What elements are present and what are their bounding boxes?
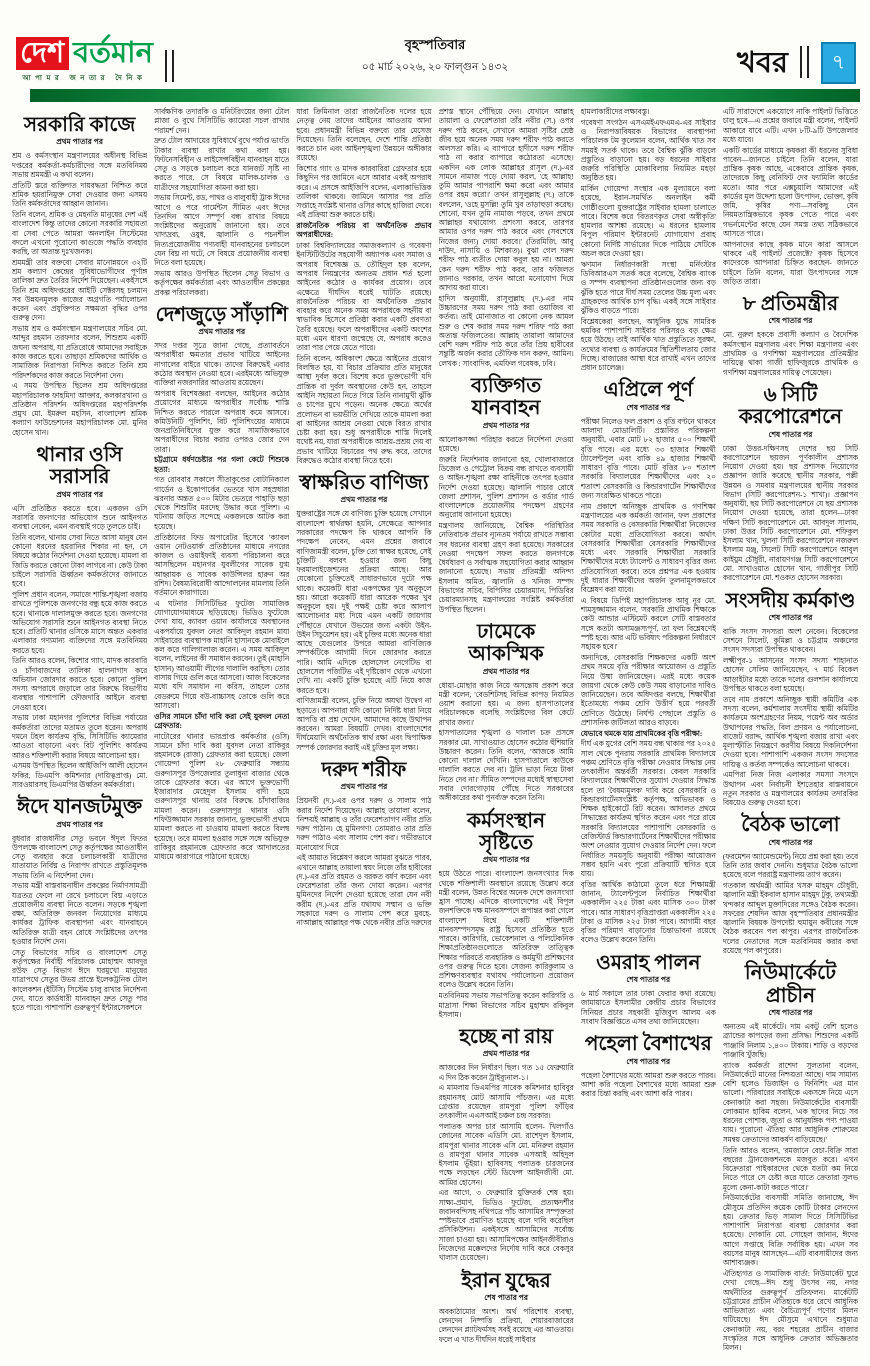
body-paragraph: শ্রমমন্ত্রী তার বক্তব্যে সেবার মানোন্নয়নে ৩২টি শ্রম কল্যাণ কেন্দ্রের সুবিধাভোগীদের পূর্ণাঙ্গ তালিকা দ্রুত তৈরির নির্দেশ দিয়েছেন। একইসঙ্গে তিনি শ্রম অধিদপ্তরের আইটি সেক্টরসহ চলমান সব উন্নয়নমূলক কাজের অগ্রগতি পর্যালোচনা করেন এবং প্রযুক্তিগত সক্ষমতা বৃদ্ধির ওপর গুরুত্ব দেন। [12, 257, 148, 323]
body-paragraph: ধোয়া-মোছার কাজ নিয়ে অসন্তোষ প্রকাশ করে মন্ত্রী বলেন, 'বেডশিটসহ বিভিন্ন কাপড় নিয়মিত ওয়াশ করানো হয়। এ জন্য হাসপাতালের পরিচালককে বলেছি সংশ্লিষ্টদের বিল কেটে রাখার জন্য।' [438, 680, 574, 727]
body-paragraph: অন্যদিকে, বেসরকারি শিক্ষকদের একটি অংশ প্রথম সময়ে বৃত্তি পরীক্ষার আয়োজন ও প্রস্তুতি নিয়ে উষ্মা জানিয়েছেন। এরই মধ্যে কয়েক জায়গা থেকে কেউ কেউ সময় বাড়ানোর দাবিও জানিয়েছেন। তবে অধিদপ্তর বলছে, শিক্ষার্থীরা ইতোমধ্যে পঞ্চম শ্রেণি উত্তীর্ণ হয়ে পরবর্তী শ্রেণিতে উঠেছে। নির্ঘণ্ট পেছালে প্রস্তুতি ও প্রশাসনিক জটিলতা আরও বাড়বে। [580, 652, 716, 727]
continued-from-label: শেষ পাতার পর [768, 429, 813, 439]
article-headline: দরুদ শরীফ [321, 758, 407, 781]
body-paragraph: পরীক্ষা নিলেও ফল প্রকাশ ও বৃত্তি বণ্টনে থাকবে আলাদা মোডালিটি। প্রস্তাবিত পরিকল্পনা অনুযায়ী, এবার মোট ৮২ হাজার ৫০০ শিক্ষার্থী বৃত্তি পাবে। এর মধ্যে ৩৩ হাজার শিক্ষার্থী ট্যালেন্টপুল এবং বাকি ৪৯ হাজার শিক্ষার্থী সাধারণ বৃত্তি পাবে। মোট বৃত্তির ৮০ শতাংশ সরকারি বিদ্যালয়ের শিক্ষার্থীদের এবং ২০ শতাংশ বেসরকারি ও কিন্ডারগার্টেন শিক্ষার্থীদের জন্য সংরক্ষিত থাকতে পারে। [580, 416, 716, 500]
article-headline: সংসদীয় কর্মকাণ্ড [725, 589, 856, 612]
body-paragraph: আজকের দিন নির্ধারণ ছিল। গত ১৫ ফেব্রুয়ারি এ দিন ঠিক করেন ট্রাইব্যুনাল-১। [438, 1063, 574, 1082]
inline-subheading: রাজনৈতিক পরিচয় বা অর্থনৈতিক প্রভাব অপরাধীদের: [296, 221, 432, 240]
inline-subheading: যেভাবে থমকে যায় প্রাথমিকের বৃত্তি পরীক্ষা: [580, 728, 703, 738]
continued-from-label: প্রথম পাতার পর [340, 782, 388, 792]
body-paragraph: প্রতিষ্ঠানের ফিড অপারেটর হিসেবে 'ক্যাবল ওয়ান নেটওয়ার্ক' প্রতিষ্ঠানের মাধ্যমে নগরের কাজল ও ওয়াইফাই ব্যবসা পরিচালনা করে আসছিলেন মহানগর যুবলীগের সাবেক যুগ্ম আহ্বায়ক ও সাবেক কাউন্সিলর হারুন অর রশিদ। বৈষম্যবিরোধী আন্দোলনের মামলায় তিনি বর্তমানে কারাগারে। [154, 532, 290, 598]
body-paragraph: একটি কার্ডের মাধ্যমে কৃষকরা কী ধরনের সুবিধা পাবেন—জানতে চাইলে তিনি বলেন, যারা প্রান্তিক কৃষক আছে, একেবারে প্রান্তিক কৃষক, তাদেরকে কিছু বেনিফিট দেব ফ্যামিলি কার্ডের মতো। আর পরে এক্সচুয়ালি আমাদের এই কার্ডের মূল উদ্দেশ্য হলো উৎপাদন, ভোক্তা, কৃষি জমি, কৃষির পণ্য—সবকিছু যেন নিয়মতান্ত্রিকভাবে কৃষক পেতে পারে এবং গভর্নমেন্টের কাছে যেন সমস্ত তথ্য সঠিকভাবে আসতে পারে। [722, 145, 859, 238]
article-headline: সরকারি কাজে [23, 114, 136, 136]
body-paragraph: এ ঘটনার সিসিটিভির ফুটেজ সামাজিক যোগাযোগমাধ্যমে ছড়িয়েছে। ভিডিও ফুটেজে দেখা যায়, ক্যাবল ওয়ান কার্যালয়ে অবস্থানের একপর্যায়ে যুবদল নেতা আকিদুল রহমান মাযা সাইবারের ব্যবস্থাপক মাহানি হাসানকে মোবাইলে কল করে গালিগালাজ করেন। এ সময় আকিদুল বলেন, লাইনের কী সমাধান করবেন। তুই (মাহানি হাসান) আওয়ামী লীগের দালালি করছিস। তোর বাসায় গিয়ে গুলি করে আসবো। আজ বিকেলের মধ্যে যদি সমাধান না করিস, তাহলে তোর বেডরুমে গিয়ে বউ-বাচ্চাসহ তোকে গুলি করে আসবো। [154, 598, 290, 710]
continued-from-label: শেষ পাতার পর [626, 975, 671, 985]
article-headline: কর্মসংস্থান সৃষ্টিতে [467, 809, 546, 854]
columns [0, 102, 870, 1355]
body-paragraph: যারা ক্রিমিনাল তারা রাজনৈতিক দলের হয়ে নেতৃত্ব নেয় তাদের আইনের আওতায় আনা হবে। প্রধানমন্ত্রী বিভিন্ন বক্তব্যে তার মেসেজ দিয়েছেন। তিনি বলেছেন, দেশে শান্তি প্রতিষ্ঠা করতে চান এবং আইনশৃঙ্খলা উন্নয়নে অঙ্গীকার রয়েছে। [296, 107, 432, 163]
article-headline: বৈঠক ভালো [741, 814, 840, 837]
body-paragraph: নিউমার্কেটের ব্যবসায়ী সমিতি জানাচ্ছে, ঈদ মৌসুমে প্রতিদিন কয়েক কোটি টাকার লেনদেন হয়। ক্রেতার ভিড় সামাল দিতে সিসিটিভির পাশাপাশি নিরাপত্তা ব্যবস্থা জোরদার করা হয়েছে। দোকানি মো. সোহেল জানান, ঈদের আগে সপ্তাহে বিক্রি সর্বাধিক হয়। এখন সব বয়সের মানুষ আসছেন—এটি ব্যবসায়ীদের জন্য আশাব্যঞ্জক। [722, 1193, 859, 1268]
body-paragraph: এমপিরা নিজ নিজ এলাকার সমস্যা সংসদে উত্থাপন এবং নির্বাচনী ইশতেহার বাস্তবায়নে নতুন সরকার ও মন্ত্রণালয়ের কার্যক্রম তদারকির বিষয়েও গুরুত্ব দেওয়া হবে। [722, 770, 859, 808]
continued-from-label: প্রথম পাতার পর [56, 137, 103, 147]
body-paragraph: ঢাকা বিশ্ববিদ্যালয়ের সমাজকল্যাণ ও গবেষণা ইনস্টিটিউটের সহযোগী অধ্যাপক এবং সমাজ ও অপরাধ বিশেষজ্ঞ ড. তৌহিদুল হক বলেন, অপরাধ নিয়ন্ত্রণের অন্যতম প্রধান শর্ত হলো আইনের কঠোর ও কার্যকর প্রয়োগ। তবে এক্ষেত্রে দীর্ঘদিন ধরেই ঘাটতি রয়েছে। রাজনৈতিক পরিচয় বা অর্থনৈতিক প্রভাব ব্যবহার করে অনেক সময় অপরাধকে সহনীয় বা স্বাভাবিক হিসেবে প্রতিষ্ঠা করার একটি প্রবণতা তৈরি হয়েছে। ফলে অপরাধীদের একটি অংশের মধ্যে এমন ধারণা জন্মেছে যে, অপরাধ করেও তারা পার পেয়ে যেতে পারে। [296, 241, 432, 353]
body-paragraph: পহেলা বৈশাখের মধ্যে আমরা শুরু করতে পারব। আশা করি পহেলা বৈশাখের মধ্যে আমরা শুরু করার চিন্তা করছি এবং আশা করি পারব। [580, 1070, 716, 1099]
continued-from-label: প্রথম পাতার পর [56, 489, 103, 499]
article-headline: ইরান যুদ্ধের [461, 1269, 551, 1292]
inline-subheading: চট্টগ্রামে ধর্ষণচেষ্টার পর গলা কেটে শিশুকে হত্যা: [154, 455, 290, 474]
body-paragraph: পুলিশ প্রধান বলেন, সমাজে শান্তি-শৃঙ্খলা বজায় রাখতে পুলিশকে জনগণের বন্ধু হয়ে কাজ করতে হবে। থানাকে দালালমুক্ত করতে হবে। জনগণের অভিযোগ সরাসরি শুনে আইনগত ব্যবস্থা নিতে হবে। প্রতিটি থানার ওসিকে মাসে অন্তত একবার এলাকার গণ্যমান্য ব্যক্তিদের সঙ্গে মতবিনিময় করতে হবে। [12, 590, 148, 655]
body-paragraph: মন্ত্রণালয় জানিয়েছে, বৈশ্বিক পরিস্থিতির নেতিবাচক প্রভাব ন্যূনতম পর্যায়ে রাখতে সম্ভাব্য সব ধরনের ব্যবস্থা গ্রহণ করা হয়েছে। সরকারের নেওয়া পদক্ষেপ সফল করতে জনগণকে ধৈর্যধারণ ও সর্বাত্মক সহযোগিতা করার আহ্বান জানানো হয়েছে। সভায় প্রতিমন্ত্রী অনিন্দ্য ইসলাম অমিত, জ্বালানি ও খনিজ সম্পদ বিভাগের সচিব, বিপিসির চেয়ারম্যান, পিডিবির চেয়ারম্যানসহ মন্ত্রণালয়ের সংশ্লিষ্ট কর্মকর্তারা উপস্থিত ছিলেন। [438, 521, 574, 614]
continued-from-label: প্রথম পাতার পর [482, 855, 530, 865]
article-headline: ঢামেকে আকস্মিক [468, 620, 544, 666]
article-headline: ৮ প্রতিমন্ত্রীর [742, 293, 839, 316]
article-headline: ওমরাহ পালন [596, 951, 701, 974]
body-paragraph: ব্যাংক কর্মকর্তা রাশেদা সুলতানা বলেন, নিউমার্কেটে মানের নিশ্চয়তা আছে। দাম সামান্য বেশি হলেও ডিজাইন ও ফিনিশিং এর মান ভালো। পরিবারের সবাইকে একসঙ্গে নিয়ে এসে কেনাকাটা করা সহজ। নিউমার্কেটের ব্যবসায়ী লোকমান হাকিম বলেন, 'এক ছাদের নিচে সব ধরনের পোশাক, জুতা ও আনুষঙ্গিক পণ্য পাওয়া যায়। পুরোনো ঐতিহ্য আর আধুনিক শোরুমের সমন্বয় ক্রেতাদের আকর্ষণ বাড়িয়েছে।' [722, 1060, 859, 1144]
body-paragraph: অপরাধ বিশেষজ্ঞরা বলছেন, আইনের কঠোর প্রয়োগের মাধ্যমে অপরাধীর সর্বোচ্চ শাস্তি নিশ্চিত করতে পারলে অপরাধ কমে আসবে। কমিউনিটি পুলিশিং, বিট পুলিশিংয়ের মাধ্যমে জনপ্রতিনিধিদের যুক্ত করে সামাজিকভাবে অপরাধীদের বিচার করার ওপরও জোর দেন তারা। [154, 389, 290, 454]
body-paragraph: গত রোববার সকালে সীতাকুণ্ডের বোটানিক্যাল গার্ডেন ও ইকোপার্কের ভেতরে খাস সহস্রধারা ঝরনার অন্তত ৫০০ মিটার ভেতরে পাহাড়ি ছড়া থেকে শিশুটির মরদেহ উদ্ধার করে পুলিশ। এ ঘটনায় জড়িত সন্দেহে একজনকে আটক করা হয়েছে। [154, 475, 290, 531]
body-paragraph: তবে নাম প্রকাশে অনিচ্ছুক স্থায়ী কমিটির এক সদস্য বলেন, কর্মশালায় সংসদীয় স্থায়ী কমিটির কার্যক্রমে অংশগ্রহণের নিয়ম, পয়েন্ট অব অর্ডার উত্থাপনের পদ্ধতি, বিল প্রণয়ন ও পর্যালোচনা, বাজেট বরাদ্দ, আর্থিক শৃঙ্খলা বজায় রাখা এবং মূল্যস্ফীতি নিয়ন্ত্রণে করণীয় বিষয়ে দিকনির্দেশনা দেওয়া হবে। পাশাপাশি একজন সংসদ সদস্যের দায়িত্ব ও কর্তব্য সম্পর্কেও আলোচনা থাকবে। [722, 694, 859, 769]
body-paragraph: নাটোরের থানার ভারপ্রাপ্ত কর্মকর্তার (ওসি) সামনে চাঁদা দাবি করা যুবদল নেতা রাকিবুর রহমানকে (রাজা) গ্রেফতার করা হয়েছে। জেলা গোয়েন্দা পুলিশ ২৮ ফেব্রুয়ারি সন্ধ্যায় গুরুদাসপুর উপজেলার তুলাধুনা বাজার থেকে তাকে গ্রেফতার করে। এর আগে ভুক্তভোগী ইজারাদার মেহেদুল ইসলাম বাদী হয়ে গুরুদাসপুর থানায় তার বিরুদ্ধে চাঁদাবাজির মামলা করেন। গুরুদাসপুর থানার ওসি শফিউজ্জামান সরকার জানান, ভুক্তভোগী প্রথমে মামলা করতে না চাওয়ায় মামলা করতে বিলম্ব হয়েছে। তবে মামলা হওয়ার সঙ্গে সঙ্গে অভিযুক্ত রাকিবুর রহমানকে গ্রেফতার করে আদালতের মাধ্যমে কারাগারে পাঠানো হয়েছে। [154, 731, 290, 862]
weekday-label: বৃহস্পতিবার [404, 37, 466, 52]
article-headline: দেশজুড়ে সাঁড়াশি [155, 303, 288, 326]
body-paragraph: সার্বক্ষণিক তদারকি ও মনিটরিংয়ের জন্য টোল প্লাজা ও বুথে সিসিটিভি ক্যামেরা সচল রাখার পরামর্শ দেন। [154, 107, 290, 135]
body-paragraph: প্রশস্ত স্থানে পৌঁছিয়ে দেন। যেখানে আল্লাহ তায়ালা ও ফেরেশতারা তাঁর নবীর (স.) ওপর দরুদ পাঠ করেন, সেখানে আমরা সৃষ্টির শ্রেষ্ঠ জীব হয়ে অনেক সময় দরুদ শরীফ পাঠ করতে অলসতা করি। এ ব্যাপারে হাদীসে দরুদ শরীফ পাঠ না করার ব্যাপারে কঠোরতা এসেছে। একদিন এক লোক আল্লাহর রাসূল (দ.)-এর সামনে নামাজ পড়ে দোয়া করল, 'হে আল্লাহ! তুমি আমার পাপরাশি ক্ষমা করো এবং আমার ওপর রহম করো।' তখন রাসূলুল্লাহ (দ.) তাকে বললেন, 'ওহে মুসল্লি! তুমি খুব তাড়াহুড়া করেছ। শোনো, যখন তুমি নামাজ পড়বে, তখন প্রথমে আল্লাহর যথাযোগ্য প্রশংসা করবে, তারপর আমার ওপর দরুদ পাঠ করবে এবং (সবশেষে নিজের জন্য) দোয়া করবে।' (তিরমিজি, আবু দাউদ, নাসায়ি ও মিশকাত)। বুঝা গেল দরুদ শরীফ পাঠ ব্যতীত দোয়া কবুল হয় না। আমরা কেন দরুদ শরীফ পাঠ করব, তার ফজিলত জানাও দরকার, তখন আরো মনোযোগ দিয়ে আদায় করা যাবে। [438, 107, 574, 293]
body-paragraph: তিনি বলেন, শ্রমিক ও মেহনতি মানুষের দেশ এই বাংলাদেশ কিন্তু তাদের কোনো সরকারি সহায়তা বা সেবা পেতে আমরা অনলাইন সিস্টেমের বদলে এখনো পুরোনো কাগুজে পদ্ধতি ব্যবহার করছি, তা অত্যন্ত দুঃখজনক। [12, 209, 148, 257]
body-paragraph: অবকাঠামোর অংশ। অর্থ পরিশোধ ব্যবস্থা, লেনদেন নিষ্পত্তি প্রক্রিয়া, শেয়ারবাজারের লেনদেন প্ল্যাটফর্মসহ সবই রয়েছে এর আওতায়। ফলে এ খাত দীর্ঘদিন ধরেই সাইবার [438, 1306, 574, 1344]
body-paragraph: ঢাকা উত্তর-দক্ষিণসহ দেশের ছয় সিটি করপোরেশনে ছয়জন পূর্ণকালীন প্রশাসক নিয়োগ দেওয়া হয়। ছয় প্রশাসক নিয়োগের প্রজ্ঞাপন জারি করেছে স্থানীয় সরকার, পল্লী উন্নয়ন ও সমবায় মন্ত্রণালয়ের স্থানীয় সরকার বিভাগ (সিটি করপোরেশন-১ শাখা)। প্রজ্ঞাপন অনুযায়ী, ছয় সিটি করপোরেশনে যে ছয় প্রশাসক নিয়োগ দেওয়া হয়েছে, তারা হলেন—ঢাকা দক্ষিণ সিটি করপোরেশনে মো. আবদুল সালাম, ঢাকা উত্তর সিটি করপোরেশনে মো. শফিকুল ইসলাম খান, খুলনা সিটি করপোরেশনে নজরুল ইসলাম মঞ্জু, সিলেট সিটি করপোরেশনে আবুল কাইয়ুম চৌধুরী, নারায়ণগঞ্জ সিটি করপোরেশনে মো. সাখাওয়াত হোসেন খান, গাজীপুর সিটি করপোরেশনে মো. শওকত হোসেন সরকার। [722, 443, 859, 583]
continued-from-label: শেষ পাতার পর [768, 316, 813, 326]
green-gradient-bar [30, 89, 860, 102]
article-headline: এপ্রিলে পূর্ণ [603, 379, 694, 402]
body-paragraph: হামলাকারীদের লক্ষ্যবস্তু। [580, 107, 650, 116]
section-title: খবর [736, 46, 788, 79]
continued-from-label: প্রথম পাতার পর [482, 666, 530, 676]
body-paragraph: এটি সারাদেশে একযোগে নাকি পাইলট ভিত্তিতে চালু হবে—এ প্রশ্নের জবাবে মন্ত্রী বলেন, পাইলট আকারে যাবে এটি। এখন ৮টি-৯টি উপজেলার মধ্যে যাবে। [722, 107, 859, 144]
body-paragraph: সভায় শ্রম ও কর্মসংস্থান মন্ত্রণালয়ের সচিব মো. আব্দুর রহমান তরফদার বলেন, শিশুশ্রম একটি জঘন্য অপরাধ, যা প্রতিরোধে আমাদের সবাইকে কাজ করতে হবে। তাছাড়া শ্রমিকদের আর্থিক ও সামাজিক নিরাপত্তা নিশ্চিত করতে তিনি শ্রম পরিদর্শকদের কাজ করতে নির্দেশনা দেন। [12, 324, 148, 380]
body-paragraph: (ফরমেশন অ্যামেন্ডমেন্ট) নিয়ে প্রশ্ন করা হয়। তবে তিনি তার জবাব দেননি। শুধুমাত্র বৈঠক ভালো হয়েছে বলে পররাষ্ট্র মন্ত্রণালয় ত্যাগ করেন। [722, 851, 859, 880]
article-headline: থানার ওসি সরাসরি [36, 443, 123, 489]
masthead [0, 0, 870, 86]
body-paragraph: লক্ষ্মীপুর-১ আসনের সংসদ সদস্য শাহানাত হোসেন সেলিম জানিয়েছেন, ৭ মার্চ বিকেল আড়াইটার মধ্যে তাকে দলের গুলশান কার্যালয়ে উপস্থিত থাকতে বলা হয়েছে। [722, 656, 859, 694]
continued-from-label: প্রথম পাতার পর [482, 420, 530, 430]
body-paragraph: সভায় ঢাকা মহানগর পুলিশের বিভিন্ন পর্যায়ের কর্মকর্তারা তাদের মতামত তুলে ধরেন। অপরাধ দমনে টহল কার্যক্রম বৃদ্ধি, সিসিটিভি ক্যামেরার আওতা বাড়ানো এবং বিট পুলিশিং কার্যক্রম আরও শক্তিশালী করার বিষয়ে আলোচনা হয়। [12, 713, 148, 760]
column-2 [154, 107, 289, 1355]
column-6 [723, 107, 858, 1355]
body-paragraph: কিশোর গ্যাং ও মাদক কারবারিরা গ্রেফতার হয়ে কিছুদিন পর জামিনে এসে আবার একই অপরাধ করে। এ প্রসঙ্গে আইজিপি বলেন, এলাকাভিত্তিক তালিকা থাকবে। জামিনে আসার পর প্রতি সপ্তাহে সংশ্লিষ্ট থানার ওসির কাছে হাজিরা দেবে। এই প্রক্রিয়া শুরু করতে চাই। [296, 164, 432, 220]
divider-bars-icon [165, 50, 174, 82]
newspaper-logo [16, 37, 184, 84]
logo-bortoman: বর্তমান [73, 36, 153, 69]
column-3 [296, 107, 431, 1355]
body-paragraph: সভায় সিমেন্ট, রড, পাথর ও বালুবাহী ট্রাক ঈদের আগে ও পরে গার্মেন্টস সীমিত এবং ঈদের তিনদিন আগে সম্পূর্ণ বন্ধ রাখার বিষয়ে সংশ্লিষ্টদের অনুরোধ জানানো হয়। তবে খাদ্যদ্রব্য, ওষুধ, জ্বালানি ও পচনশীল নিত্যপ্রয়োজনীয় পণ্যবাহী যানবাহনের চলাচলে যেন বিঘ্ন না ঘটে, সে বিষয়ে প্রয়োজনীয় ব্যবস্থা নিতে বলা হয়েছে। [154, 193, 290, 268]
body-paragraph: তিনি বলেন, অধিকাংশ ক্ষেত্রে আইনের প্রয়োগ বিলম্বিত হয়, যা বিচার প্রক্রিয়ার প্রতি মানুষের আস্থা দুর্বল করে। বিশেষ করে ভুক্তভোগী যদি প্রান্তিক বা দুর্বল অবস্থানের কেউ হন, তাহলে আইনি সহায়তা নিতে গিয়ে তিনি নানামুখী ঝুঁকি ও চাপের মুখে পড়েন। অনেক ক্ষেত্রে অর্থের প্রলোভন বা ভয়ভীতি দেখিয়ে তাকে মামলা করা বা আইনের আশ্রয় নেওয়া থেকে বিরত রাখার চেষ্টা করা হয়। শুধু অপরাধীকে শাস্তি দিলেই যথেষ্ট নয়, যারা অপরাধীকে আশ্রয়-প্রশ্রয় দেয় বা প্রভাব খাটিয়ে বিচারের পথ রুদ্ধ করে, তাদের বিরুদ্ধেও কঠোর ব্যবস্থা নিতে হবে। [296, 353, 432, 465]
body-paragraph: শ্রম ও কর্মসংস্থান মন্ত্রণালয়ের অধীনস্থ বিভিন্ন দপ্তরের কর্মকর্তা-কর্মচারীদের সঙ্গে মতবিনিময় সভায় শ্রমমন্ত্রী এ কথা বলেন। [12, 151, 148, 179]
body-paragraph: বিশ্লেষকেরা বলছেন, আধুনিক যুদ্ধে সামরিক হুমকির পাশাপাশি সাইবার পরিসরও বড় ক্ষেত্র হয়ে উঠছে। তাই আর্থিক খাত প্রস্তুতিতে সুরক্ষা, তথ্যের ব্যবস্থা ও কার্যক্রমের স্থিতিশীলতায় জোর দিচ্ছে। বাজারের আস্থা ধরে রাখাই এখন তাদের প্রধান চ্যালেঞ্জ। [580, 316, 716, 373]
continued-from-label: শেষ পাতার পর [626, 402, 671, 412]
body-paragraph: গবেষণা সংগঠন এসএমইএফএমএ-এর সাইবার ও নিরাপত্তাবিষয়ক বিভাগের ব্যবস্থাপনা পরিচালক টম কুলেমান বলেন, আর্থিক খাত সব সময়ই সতর্ক থাকে। তবে বৈশ্বিক ঝুঁকি বাড়লে প্রস্তুতিও বাড়ানো হয়। বড় ধরনের সাইবার জরুরি পরিস্থিতি মোকাবিলায় নিয়মিত মহড়া অনুষ্ঠিত হয়। [580, 117, 716, 183]
continued-from-label: শেষ পাতার পর [768, 837, 813, 847]
inline-subheading: ওসির সামনে চাঁদা দাবি করা সেই যুবদল নেতা গ্রেফতার: [154, 711, 290, 730]
body-paragraph: মতবিনিময় সভায় সভাপতিত্ব করেন কারিগরি ও মাদ্রাসা শিক্ষা বিভাগের সচিব মুহাম্মদ রকিবুল ইসলাম। [438, 991, 574, 1019]
continued-from-label: শেষ পাতার পর [626, 1056, 671, 1066]
continued-from-label: শেষ পাতার পর [768, 1008, 813, 1018]
body-paragraph: দ্রুত টোল আদায়ের সুবিধার্থে বুথে পর্যাপ্ত ভাংতি টাকার ব্যবস্থা রাখার কথা বলা হয়। ফিটনেসবিহীন ও লাইসেন্সবিহীন যানবাহন যাতে সেতু ও সড়কে চলাচল করে যানজট সৃষ্টি না করতে পারে, সে বিষয়ে মালিক-চালক ও যাত্রীদের সহযোগিতা কামনা করা হয়। [154, 136, 290, 192]
body-paragraph: বৃত্তির আর্থিক কাঠামো তুলে ধরে শিক্ষামন্ত্রী জানান, ট্যালেন্টপুলে নির্বাচিত শিক্ষার্থীরা এককালীন ২২৫ টাকা এবং মাসিক ৩০০ টাকা পাবে। আর সাধারণ বৃত্তিপ্রাপ্তরা এককালীন ২২৫ টাকা ও মাসিক ২২৫ টাকা পাবে। আগামী বছর বৃত্তির পরিমাণ বাড়ানোর চিন্তাভাবনা রয়েছে বলেও উল্লেখ করেন তিনি। [580, 879, 716, 945]
body-paragraph: সভায় আরও উপস্থিত ছিলেন সেতু বিভাগ ও কর্তৃপক্ষের কর্মকর্তারা এবং আওতাধীন প্রকল্পের প্রকল্প পরিচালকরা। [154, 269, 290, 297]
article-headline: স্বাক্ষরিত বাণিজ্য [299, 472, 429, 495]
body-paragraph: সেতু বিভাগের সচিব ও বাংলাদেশ সেতু কর্তৃপক্ষের নির্বাহী পরিচালক মোহাম্মদ আবদুর রউফ সেতু বিভাগ ঈদে ঘরমুখো মানুষের যাত্রাপথে সেতুর উভয় প্রান্তে ইলেকট্রনিক টোল কালেকশন (ইটিসি) সিস্টেম চালু রাখার নির্দেশনা দেন, যাতে কার্ডধারী যানবাহন দ্রুত সেতু পার হতে পারে। পাশাপাশি গুরুত্বপূর্ণ ইন্টারসেকশনে [12, 947, 148, 1013]
body-paragraph: তিনি বলেন, থানায় সেবা নিতে আসা মানুষ যেন কোনো ধরনের হয়রানির শিকার না হন, সে বিষয়ে কঠোর নির্দেশনা দেওয়া হয়েছে। মামলা বা জিডি করতে কোনো টাকা লাগবে না। কেউ টাকা চাইলে সরাসরি ঊর্ধ্বতন কর্মকর্তাদের জানাতে হবে। [12, 532, 148, 589]
article-headline: হচ্ছে না রায় [459, 1026, 553, 1049]
body-paragraph: ঐতিহ্যগত ও সামাজিক বার্তা: নিউমার্কেট ঘুরে দেখা গেছে—ঈদ শুধু উৎসব নয়, নগর অর্থনীতির গুরুত্বপূর্ণ প্রতিফলন। মার্কেটটি চট্টগ্রামের প্রাচীন ঐতিহ্যকে ধরে রেখে আধুনিক আভিজাত্য এবং বৈচিত্র্যপূর্ণ পণ্যের মিলন ঘটিয়েছে। ঈদ মৌসুমে এখানে শুধুমাত্র কেনাকাটা নয়, বরং শহরের প্রাচীন বাজার সংস্কৃতির সঙ্গে আধুনিক ক্রেতার অভিজ্ঞতার মিলন। [722, 1268, 859, 1353]
body-paragraph: এ সময় উপস্থিত ছিলেন শ্রম অধিদপ্তরের মহাপরিচালক ফাহমিদা আক্তার, কলকারখানা ও প্রতিষ্ঠান পরিদর্শন অধিদপ্তরের মহাপরিদর্শক প্রমুখ মো. ইমরুল মহসিন, বাংলাদেশ শ্রমিক কল্যাণ ফাউন্ডেশনের মহাপরিচালক মো. মুনির হোসেন খান। [12, 381, 148, 437]
body-paragraph: বাণিজ্যমন্ত্রী বলেন, চুক্তি নিয়ে অযথা উদ্বেগ না ছড়াতে। আপনারা যদি কোনো নির্দিষ্ট ধারা নিয়ে আপত্তি বা প্রশ্ন দেখেন, আমাদের কাছে উত্থাপন করবেন। আমরা বিষয়টি দেখব। বাংলাদেশের দীর্ঘমেয়াদি অর্থনৈতিক স্বার্থ রক্ষা এবং দ্বিপাক্ষিক সম্পর্ক জোরদার করাই এই চুক্তির মূল লক্ষ্য। [296, 696, 432, 752]
article-headline: ৬ সিটি করপোরেশনে [738, 383, 843, 429]
body-paragraph: এর আগে, ৩ ফেব্রুয়ারি যুক্তিতর্ক শেষ হয়। সাক্ষ্য-প্রমাণ, ভিডিও ফুটেজ, প্রত্যক্ষদর্শীর জবানবন্দিসহ নথিপত্রে পাঁচ আসামির সম্পৃক্ততা স্পষ্টভাবে প্রমাণিত হয়েছে বলে দাবি করেছিল প্রসিকিউশন। একইসঙ্গে আসামিদের সর্বোচ্চ সাজা চাওয়া হয়। আসামিপক্ষের আইনজীবীরাও নিজেদের মক্কেলদের নির্দোষ দাবি করে বেকসুর খালাস চেয়েছেন। [438, 1188, 574, 1263]
continued-from-label: শেষ পাতার পর [484, 1292, 528, 1302]
continued-from-label: প্রথম পাতার পর [482, 1049, 530, 1059]
body-paragraph: সভায় মন্ত্রী বাস্তবায়নাধীন প্রকল্পের নির্মাণসামগ্রী যত্রতত্র ফেলে না রেখে চলাচলে বিঘ্ন এড়াতে প্রয়োজনীয় ব্যবস্থা নিতে বলেন। সড়কে শৃঙ্খলা রক্ষা, অতিরিক্ত জনবল নিয়োগের মাধ্যমে কার্যকর ট্রাফিক ব্যবস্থাপনা এবং যানবাহনে অতিরিক্ত যাত্রী বহন রোধে সংশ্লিষ্টদের তৎপর হওয়ার নির্দেশ দেন। [12, 881, 148, 946]
body-paragraph: এই আয়াত বিশ্লেষণ করলে আমরা বুঝতে পারব, এখানে আল্লাহ তায়ালা স্বয়ং নিজে তাঁর হাবীবের (দ.)-এর প্রতি রহমত ও বরকত বর্ষণ করেন এবং ফেরেশতারা তাঁর জন্য দোয়া করেন। এরপর মুমিনদের নির্দেশ দেওয়া হয়েছে তারা যেন নবী করীম (দ.)-এর প্রতি যথাযথ সম্মান ও ভক্তি সহকারে দরুদ ও সালাম পেশ করে মুবহে-নাআল্লাহ আল্লাহর পক্ষ থেকে নবীর প্রতি দরুদের [296, 853, 432, 928]
logo-desh: দেশ [16, 37, 69, 70]
body-paragraph: মার্কিন গোয়েন্দা সংস্থার এক মূল্যায়নে বলা হয়েছে, ইরান-সমর্থিত অনলাইন কর্মী গোষ্ঠীগুলো যুক্তরাষ্ট্রের সাইবার হামলা চালাতে পারে। বিশেষ করে 'বিতরণকৃত সেবা অস্বীকৃতি' হামলার আশঙ্কা রয়েছে। এ ধরনের হামলায় বিপুল পরিমাণ ইন্টারনেট যোগাযোগ প্রবাহ কোনো নির্দিষ্ট সার্ভারের দিকে পাঠিয়ে সেটিকে অচল করে দেওয়া হয়। [580, 184, 716, 258]
page-number-badge: ৭ [821, 42, 856, 84]
date-label: ০৫ মার্চ ২০২৬, ২০ ফাল্গুন ১৪৩২ [361, 62, 509, 73]
date-block [362, 36, 508, 77]
body-paragraph: সদর দপ্তর সূত্রে জানা গেছে, প্রত্যাবর্তনে অপরাধীরা ক্ষমতার প্রভাব খাটিয়ে আইনের নাগালের বাইরে থাকে। তাদের বিরুদ্ধেই এবার কঠোর অবস্থান নেওয়া হবে। এরইমধ্যে অভিযুক্ত ব্যক্তিরা নজরদারির আওতায় রয়েছেন। [154, 341, 290, 388]
body-paragraph: এ বিষয়ে ডিপিই মহাপরিচালক আবু নূর মো. শামসুজ্জামান বলেন, 'সরকারি প্রাথমিক শিক্ষাকে কেউ আন্ডার এস্টিমেট করলে সেটি বাস্তবতার সঙ্গে কতটা অসামঞ্জস্যপূর্ণ, তা ফল বিশ্লেষণেই স্পষ্ট হবে। আর এটি ভবিষ্যৎ পরিকল্পনা নির্ধারণে সহায়ক হবে।' [580, 595, 716, 652]
body-paragraph: হাদিস অনুযায়ী, রাসূলুল্লাহ (দ.)-এর নাম উচ্চারণের সময় দরুদ পাঠ করা ওয়াজিব বা কর্তব্য। তাই মোনাজাত বা কোনো নেক আমল শুরু ও শেষ করার সময় দরুদ শরিফ পাঠ করা অত্যন্ত ফজিলতের। আল্লাহ তায়ালা আমাদের বেশি দরুদ শরীফ পাঠ করে তাঁর প্রিয় হাবীবের সন্তুষ্টি অর্জন করার তৌফিক দান করুন, আমিন। লেখক : সাংবাদিক, এমফিল গবেষক, ঢবি। [438, 293, 574, 368]
column-1 [12, 107, 147, 1355]
body-paragraph: জরুরি নির্দেশনায় জানানো হয়, খোলাবাজারে ডিজেল ও পেট্রোল বিক্রয় বন্ধ রাখতে ব্যবসায়ী ও আইন-শৃঙ্খলা রক্ষা বাহিনীকে তৎপর হওয়ার নির্দেশ দেওয়া হয়েছে। জ্বালানি পাচার রোধে জেলা প্রশাসন, পুলিশ প্রশাসন ও বর্ডার গার্ড বাংলাদেশকে প্রয়োজনীয় পদক্ষেপ গ্রহণের অনুরোধ জানানো হয়েছে। [438, 454, 574, 520]
body-paragraph: তিনি আরও বলেন, 'রমজানে বেচা-বিক্রি সারা বছরের ট্রানজেকশনকে মজবুত করে। এখন বিক্রেতারা পাইকারদের থেকে যতটা কম নিয়ে নিতে পারে সে চেষ্টা করে যাতে ক্রেতারা সুলভ মূল্যে কেনা-কাটা করতে পারে।' [722, 1145, 859, 1192]
body-paragraph: এ মামলায় ডিএমপির সাবেক কমিশনার হাবিবুর রহমানসহ মোট আসামি পাঁচজন। এর মধ্যে গ্রেপ্তার রয়েছেন রামপুরা পুলিশ ফাঁড়ির তৎকালীন এএসআই চঞ্চল চন্দ্র সরকার। [438, 1083, 574, 1121]
divider-bars-icon [800, 46, 809, 78]
body-paragraph: নাম প্রকাশে অনিচ্ছুক প্রাথমিক ও গণশিক্ষা মন্ত্রণালয়ের এক কর্মকর্তা জানান, ফল প্রকাশের সময় সরকারি ও বেসরকারি শিক্ষার্থীরা নিজেদের কোটার মধ্যে প্রতিযোগিতা করবে। অর্থাৎ বেসরকারি শিক্ষার্থীরা বেসরকারি শিক্ষার্থীদের মধ্যে এবং সরকারি শিক্ষার্থীরা সরকারি শিক্ষার্থীদের মধ্যে ট্যালেন্ট ও সাধারণ বৃত্তির জন্য প্রতিযোগিতা করবে। তবে প্রশ্নপত্র এক হওয়ায় দুই ধারার শিক্ষার্থীদের অর্জন তুলনামূলকভাবে বিশ্লেষণ করা যাবে। [580, 501, 716, 595]
column-4 [439, 107, 574, 1355]
body-paragraph: প্রতিটি স্তরে ব্যক্তিগত দায়বদ্ধতা নিশ্চিত করে শ্রমিক হয়রানিমুক্ত সেবা দেওয়ার জন্য এসময় তিনি কর্মকর্তাদের আহ্বান জানান। [12, 180, 148, 209]
article-headline: পহেলা বৈশাখের [584, 1033, 712, 1056]
body-paragraph: তিনি আরও বলেন, কিশোর গ্যাং, মাদক কারবারি ও চাঁদাবাজদের তালিকা হালনাগাদ করে অভিযান জোরদার করতে হবে। কোনো পুলিশ সদস্য অপরাধে জড়ালে তার বিরুদ্ধে বিভাগীয় ব্যবস্থার পাশাপাশি ফৌজদারি আইনে ব্যবস্থা নেওয়া হবে। [12, 656, 148, 712]
continued-from-label: প্রথম পাতার পর [340, 495, 388, 505]
body-paragraph: ঋণমান নির্ধারণকারী সংস্থা মর্নিংস্টার ডিবিআরএস সতর্ক করে বলেছে, বৈশ্বিক ব্যাংক ও সম্পদ ব্যবস্থাপনা প্রতিষ্ঠানগুলোর জন্য বড় ঝুঁকি হতে পারে দীর্ঘ সময় তেলের উচ্চ মূল্য এবং গ্রাহকদের আর্থিক চাপ বৃদ্ধি। একই সঙ্গে সাইবার ঝুঁকিও বাড়তে পারে। [580, 259, 716, 316]
body-paragraph: হয়ে উঠতে পারে। বাংলাদেশ জনসংখ্যার দিক থেকে শক্তিশালী অবস্থানে রয়েছে উল্লেখ করে মন্ত্রী বলেন, উন্নত বিশ্বের অনেক দেশে জনসংখ্যা হ্রাস পাচ্ছে। এদিকে বাংলাদেশের এই বিপুল জনশক্তিকে দক্ষ মানবসম্পদে রূপান্তর করা গেলে বাংলাদেশ বিশ্বে একটি শক্তিশালী মানবসম্পদসমৃদ্ধ রাষ্ট্র হিসেবে প্রতিষ্ঠিত হতে পারবে। কারিগরি, ভোকেশনাল ও পলিটেকনিক শিক্ষাপ্রতিষ্ঠানগুলোতে অতিরিক্ত তাত্ত্বিক শিক্ষার পরিবর্তে ব্যবহারিক ও কর্মমুখী প্রশিক্ষণের ওপর গুরুত্ব দিতে হবে। সেজন্য কারিকুলাম ও প্রশিক্ষণব্যবস্থার যথাযথ পর্যালোচনা প্রয়োজন বলেও উল্লেখ করেন তিনি। [438, 869, 574, 990]
continued-from-label: প্রথম পাতার পর [198, 327, 246, 337]
article-headline: ব্যক্তিগত যানবাহন [471, 374, 542, 420]
body-paragraph: মো. নুরুল হককে প্রবাসী কল্যাণ ও বৈদেশিক কর্মসংস্থান মন্ত্রণালয় এবং শিক্ষা মন্ত্রণালয় এবং প্রাথমিক ও গণশিক্ষা মন্ত্রণালয়ের প্রতিমন্ত্রীর দায়িত্বে থাকা গাজী হাফিজুরকে প্রাথমিক ও গণশিক্ষা মন্ত্রণালয়ের দায়িত্ব পেয়েছেন। [722, 330, 859, 377]
article-headline: নিউমার্কেটে প্রাচীন [744, 962, 836, 1007]
section-block [737, 42, 856, 84]
body-paragraph: যুক্তরাষ্ট্রের সঙ্গে যে বাণিজ্য চুক্তি হয়েছে সেখানে বাংলাদেশ স্বার্থরক্ষা হয়নি, সেক্ষেত্রে আপনার সরকারের পদক্ষেপ কি থাকবে আপনি কি পদক্ষেপ নেবেন, এমন প্রশ্নের জবাবে বাণিজ্যমন্ত্রী বলেন, চুক্তি তো স্বাক্ষর হয়েছে, সেই চুক্তিটি বলবৎ হওয়ার জন্য কিছু ফরমালাইজেশনের প্রক্রিয়া আছে। আর যেকোনো চুক্তিতেই সাধারণভাবে দুটো পক্ষ থাকে। কয়েকটি ধারা একপক্ষের খুব অনুকূলে হয়। আরো কয়েকটি ধারা আরেক পক্ষের খুব অনুকূলে হয়। দুই পক্ষই চেষ্টা করে আলাপ আলোচনার মধ্য দিয়ে এমন একটি জায়গায় পৌঁছাতে যেখানে উভয়ের জন্য একটা উইন-উইন সিচুয়েশন হয়। এই চুক্তির মধ্যে অনেক ধারা আছে যেগুলোর উপরে আমরা বাণিজ্যিক সম্পর্কটিকে আগামী দিনে জোরদার করতে পারি। আমি এদিকে হোলসেল নেগেটিভ বা হোলসেল পজিটিভ এই দৃষ্টিকোণ থেকে এখনো দেখি না। একটি চুক্তি হয়েছে এটি নিয়ে কাজ করতে হবে। [296, 509, 432, 695]
body-paragraph: এসময় উপস্থিত ছিলেন আইজিপি আলী হোসেন ফকির, ডিএমপি কমিশনার (দায়িত্বপ্রাপ্ত) মো. সারওয়ারসহ ডিএমপির ঊর্ধ্বতন কর্মকর্তারা। [12, 761, 148, 789]
body-paragraph: ৬ মার্চ সকালে তার ঢাকা ফেরার কথা রয়েছে। জামায়াতে ইসলামীর কেন্দ্রীয় প্রচার বিভাগের সিনিয়র প্রচার সহকারী মুজিবুল আলম এক সংবাদ বিজ্ঞপ্তিতে এসব তথ্য জানিয়েছেন। [580, 989, 716, 1026]
body-paragraph: গতকাল অর্থমন্ত্রী আমির খসরু মাহমুদ চৌধুরী, জ্বালানি মন্ত্রী ইকবাল হাসান মাহমুদ টুকু, তথ্যমন্ত্রী খন্দকার আব্দুল মুক্তাদিরের সঙ্গেও বৈঠক করেন। সফরের শেষদিন আজ বৃহস্পতিবার প্রধানমন্ত্রীর জ্বালানি বিষয়ক উপদেষ্টা হুমায়ুন কবীরের সঙ্গে বৈঠক করবেন পল কাপুর। এরপর রাজনৈতিক দলের নেতাদের সঙ্গে মতবিনিময় করার কথা রয়েছে পল কাপুরের। [722, 881, 859, 956]
column-5 [581, 107, 716, 1355]
logo-tagline: আপামর জনতার দৈনিক [22, 74, 147, 82]
body-paragraph: প্রিয়নবী (দ.)-এর ওপর দরুদ ও সালাম পাঠ করার নির্দেশ দিয়েছেন। আল্লাহ তায়ালা বলেন, 'নিশ্চয়ই আল্লাহ ও তাঁর ফেরেশতাগণ নবীর প্রতি দরুদ পাঠান। হে মুমিনগণ! তোমরাও তার প্রতি দরুদ পাঠাও এবং সালাম পেশ কর'। গভীরভাবে মনোযোগ দিয়ে [296, 796, 432, 852]
body-paragraph: বাকি সংসদ সদস্যরা অংশ নেবেন। বিকেলের সেশনে সিলেট, কুমিল্লা ও চট্টগ্রাম অঞ্চলের সংসদ সদস্যরা উপস্থিত থাকবেন। [722, 626, 859, 655]
body-paragraph: দীর্ঘ এক যুগের বেশি সময় বন্ধ থাকার পর ২০২৫ সাল থেকে পুনরায় সরকারি প্রাথমিক বিদ্যালয়ে পঞ্চম শ্রেণিতে বৃত্তি পরীক্ষা নেওয়ার সিদ্ধান্ত নেয় তৎকালীন অন্তর্বর্তী সরকার। কেবল সরকারি বিদ্যালয়ের শিক্ষার্থীদের সুযোগ দেওয়ার সিদ্ধান্ত হলে তা 'বৈষম্যমূলক' দাবি করে বেসরকারি ও কিন্ডারগার্টেনসংশ্লিষ্ট কর্তৃপক্ষ, অভিভাবক ও শিক্ষক হাইকোর্টে রিট করেন। আদালত প্রথমে সিদ্ধান্তের কার্যক্রম স্থগিত করেন এবং পরে রায়ে সরকারি বিদ্যালয়ের পাশাপাশি বেসরকারি ও রেজিস্টার্ড কিন্ডারগার্টেনের শিক্ষার্থীদের পরীক্ষায় অংশ নেওয়ার সুযোগ দেওয়ার নির্দেশ দেন। ফলে নির্ধারিত সময়সূচি অনুযায়ী পরীক্ষা আয়োজন সম্ভব হয়নি এবং পুরো প্রক্রিয়াটি স্থগিত হয়ে যায়। [580, 739, 716, 879]
body-paragraph: অন্যতম এই মার্কেটে। দাম একটু বেশি হলেও ব্র্যান্ডের কাপড়ের জন্য প্রসিদ্ধ। শিশুদের একটি পাঞ্জাবি নিলাম ১,৪০০ টাকায়। শাড়ি ও বড়দের পাঞ্জাবি খুঁজছি। [722, 1022, 859, 1059]
body-paragraph: আপনাদের কাছে কৃষক মানে কারা আসলে থাকবে এই পাইলট প্রজেক্টে? কৃষক হিসেবে কাদেরকে আপনারা চিহ্নিত করছেন- জানতে চাইলে তিনি বলেন, যারা উৎপাদনের সঙ্গে জড়িত তারা। [722, 239, 859, 286]
continued-from-label: প্রথম পাতার পর [56, 819, 103, 829]
body-paragraph: এসি প্রতিষ্ঠিত করতে হবে। একজন ওসি সরাসরি জনগণের অভিযোগ শুনে আইনগত ব্যবস্থা নেবেন, এমন ব্যবস্থাই গড়ে তুলতে চাই। [12, 503, 148, 532]
body-paragraph: পলাতক অপর চার আসামি হলেন- খিলগাঁও জোনের সাবেক এডিসি মো. রাশেদুল ইসলাম, রামপুরা থানার সাবেক এসি মো. মনিরুল রহমান ও রামপুরা থানার সাবেক এসআই অহিদুল ইসলাম ভূঁইয়া। হাবিবসহ পলাতক চারজনের পক্ষে লড়ছেন স্টেট ডিফেন্স আইনজীবী মো. আমির হোসেন। [438, 1122, 574, 1187]
body-paragraph: বুধবার রাজধানীর সেতু ভবনে ঈদুল ফিতর উপলক্ষে বাংলাদেশ সেতু কর্তৃপক্ষের আওতাধীন সেতু ব্যবহার করে চলাচলকারী যাত্রীদের যাতায়াত নির্বিঘ্ন ও নিরাপদ রাখতে প্রস্তুতিমূলক সভায় তিনি এ নির্দেশনা দেন। [12, 833, 148, 880]
body-paragraph: আলোকসজ্জা পরিহার করতে নির্দেশনা দেওয়া হয়েছে। [438, 434, 574, 453]
article-headline: ঈদে যানজটমুক্ত [16, 796, 143, 819]
continued-from-label: শেষ পাতার পর [768, 612, 813, 622]
body-paragraph: হাসপাতালের শৃঙ্খলা ও দালাল চক্র প্রসঙ্গে সরকার মো. সাখাওয়াত হোসেন কঠোর হুঁশিয়ারি উচ্চারণ করেন। তিনি বলেন, 'আজকে আমি কোনো দালাল দেখিনি। হাসপাতালে কাউকে দালালি করতে দেব না। ট্রলি ভাড়া নিয়ে টাকা নিতে দেব না।' সীমিত সম্পদের মধ্যেই স্বাস্থ্যসেবা সবার দোরগোড়ায় পৌঁছে দিতে সরকারের অঙ্গীকারের কথা পুনর্ব্যক্ত করেন তিনি। [438, 728, 574, 803]
